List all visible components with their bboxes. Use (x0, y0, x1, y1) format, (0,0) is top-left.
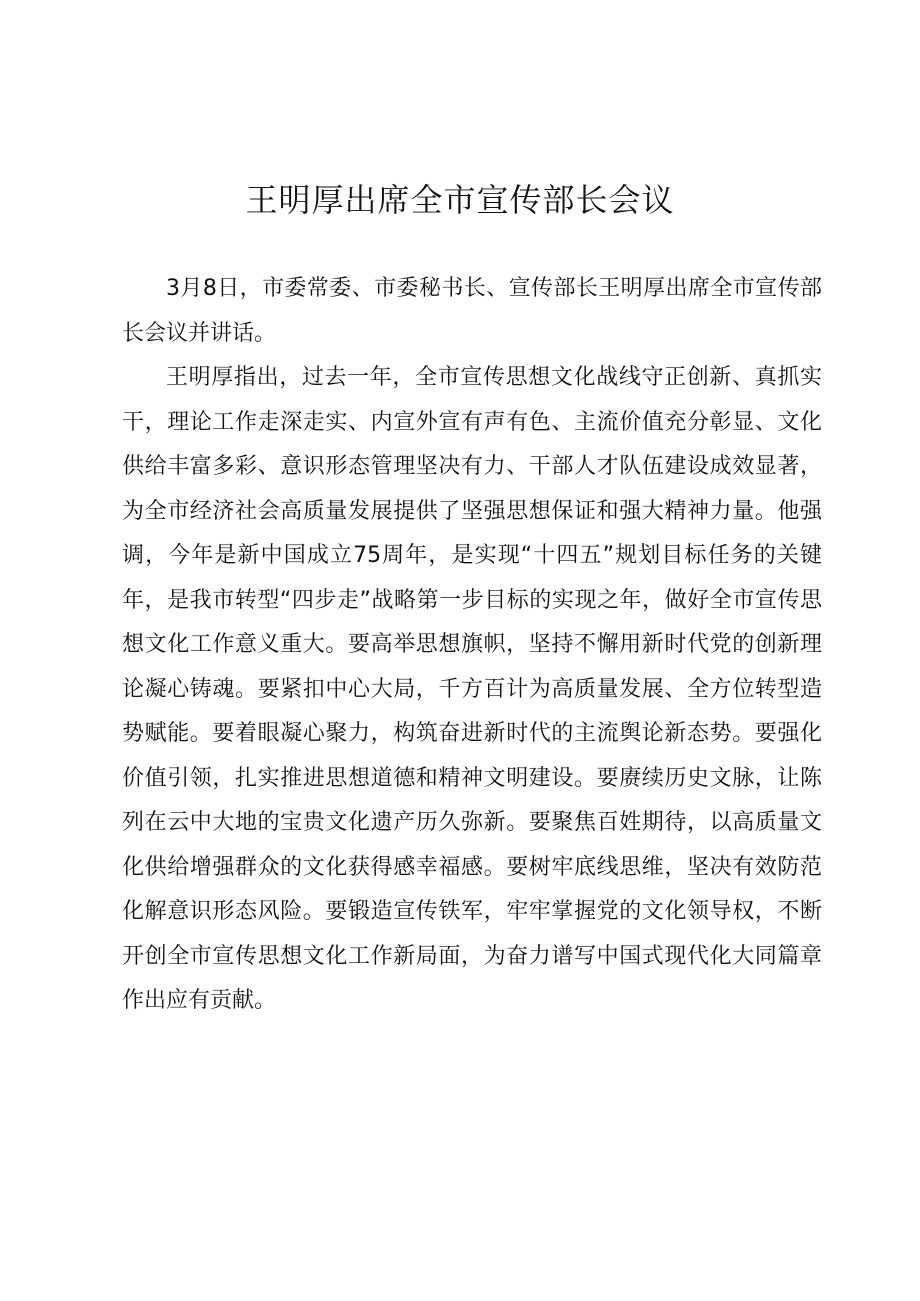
paragraph-main: 王明厚指出，过去一年，全市宣传思想文化战线守正创新、真抓实干，理论工作走深走实、内宣外宣有声有色、主流价值充分彰显、文化供给丰富多彩、意识形态管理坚决有力、干部人才队伍建设成效显著，为全市经济社会高质量发展提供了坚强思想保证和强大精神力量。他强调，今年是新中国成立75周年，是实现“十四五”规划目标任务的关键年，是我市转型“四步走”战略第一步目标的实现之年，做好全市宣传思想文化工作意义重大。要高举思想旗帜，坚持不懈用新时代党的创新理论凝心铸魂。要紧扣中心大局，千方百计为高质量发展、全方位转型造势赋能。要着眼凝心聚力，构筑奋进新时代的主流舆论新态势。要强化价值引领，扎实推进思想道德和精神文明建设。要赓续历史文脉，让陈列在云中大地的宝贵文化遗产历久弥新。要聚焦百姓期待，以高质量文化供给增强群众的文化获得感幸福感。要树牢底线思维，坚决有效防范化解意识形态风险。要锻造宣传铁军，牢牢掌握党的文化领导权，不断开创全市宣传思想文化工作新局面，为奋力谱写中国式现代化大同篇章作出应有贡献。 (122, 365, 822, 1013)
document-body (122, 267, 822, 1024)
paragraph-intro: 3月8日，市委常委、市委秘书长、宣传部长王明厚出席全市宣传部长会议并讲话。 (122, 276, 822, 346)
document-title: 王明厚出席全市宣传部长会议 (245, 181, 675, 219)
